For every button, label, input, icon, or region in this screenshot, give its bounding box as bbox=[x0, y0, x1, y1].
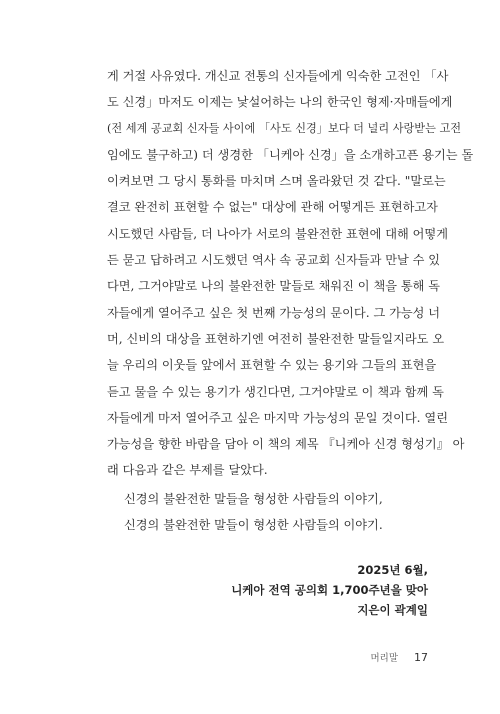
body-line: 자들에게 마저 열어주고 싶은 마지막 가능성의 문일 것이다. 열린 bbox=[107, 410, 448, 425]
body-line: 자들에게 열어주고 싶은 첫 번째 가능성의 문이다. 그 가능성 너 bbox=[107, 305, 441, 320]
signature-occasion: 니케아 전역 공의회 1,700주년을 맞아 bbox=[231, 583, 428, 597]
subtitle-block bbox=[124, 486, 434, 538]
body-line: (전 세계 공교회 신자들 사이에 「사도 신경」보다 더 널리 사랑받는 고전 bbox=[107, 121, 462, 135]
body-line: 래 다음과 같은 부제를 달았다. bbox=[107, 463, 268, 478]
body-line: 시도했던 사람들, 더 나아가 서로의 불완전한 표현에 대해 어떻게 bbox=[107, 226, 448, 241]
body-line: 가능성을 향한 바람을 담아 이 책의 제목 『니케아 신경 형성기』 아 bbox=[107, 437, 465, 452]
body-paragraph bbox=[107, 63, 474, 484]
body-line: 임에도 불구하고) 더 생경한 「니케아 신경」을 소개하고픈 용기는 돌 bbox=[107, 147, 474, 162]
body-line: 머, 신비의 대상을 표현하기엔 여전히 불완전한 말들일지라도 오 bbox=[107, 331, 445, 346]
body-line: 이켜보면 그 당시 통화를 마치며 스며 올라왔던 것 같다. "말로는 bbox=[107, 174, 446, 189]
signature-block bbox=[231, 560, 428, 620]
running-section-title: 머리말 bbox=[370, 653, 398, 664]
signature-author: 지은이 곽계일 bbox=[357, 603, 428, 617]
subtitle-line: 신경의 불완전한 말들을 형성한 사람들의 이야기, bbox=[124, 492, 383, 506]
body-line: 도 신경」마저도 이제는 낯설어하는 나의 한국인 형제·자매들에게 bbox=[107, 95, 453, 110]
body-line: 게 거절 사유였다. 개신교 전통의 신자들에게 익숙한 고전인 「사 bbox=[107, 69, 449, 83]
body-line: 결코 완전히 표현할 수 없는" 대상에 관해 어떻게든 표현하고자 bbox=[107, 200, 438, 215]
body-line: 듣고 물을 수 있는 용기가 생긴다면, 그거야말로 이 책과 함께 독 bbox=[107, 384, 444, 399]
page-footer bbox=[370, 650, 428, 664]
body-line: 다면, 그거야말로 나의 불완전한 말들로 채워진 이 책을 통해 독 bbox=[107, 279, 441, 294]
signature-date: 2025년 6월, bbox=[357, 563, 428, 577]
page-number: 17 bbox=[414, 651, 428, 664]
subtitle-line: 신경의 불완전한 말들이 형성한 사람들의 이야기. bbox=[124, 518, 383, 532]
body-line: 든 묻고 답하려고 시도했던 역사 속 공교회 신자들과 만날 수 있 bbox=[107, 253, 441, 268]
body-line: 늘 우리의 이웃들 앞에서 표현할 수 있는 용기와 그들의 표현을 bbox=[107, 358, 437, 373]
